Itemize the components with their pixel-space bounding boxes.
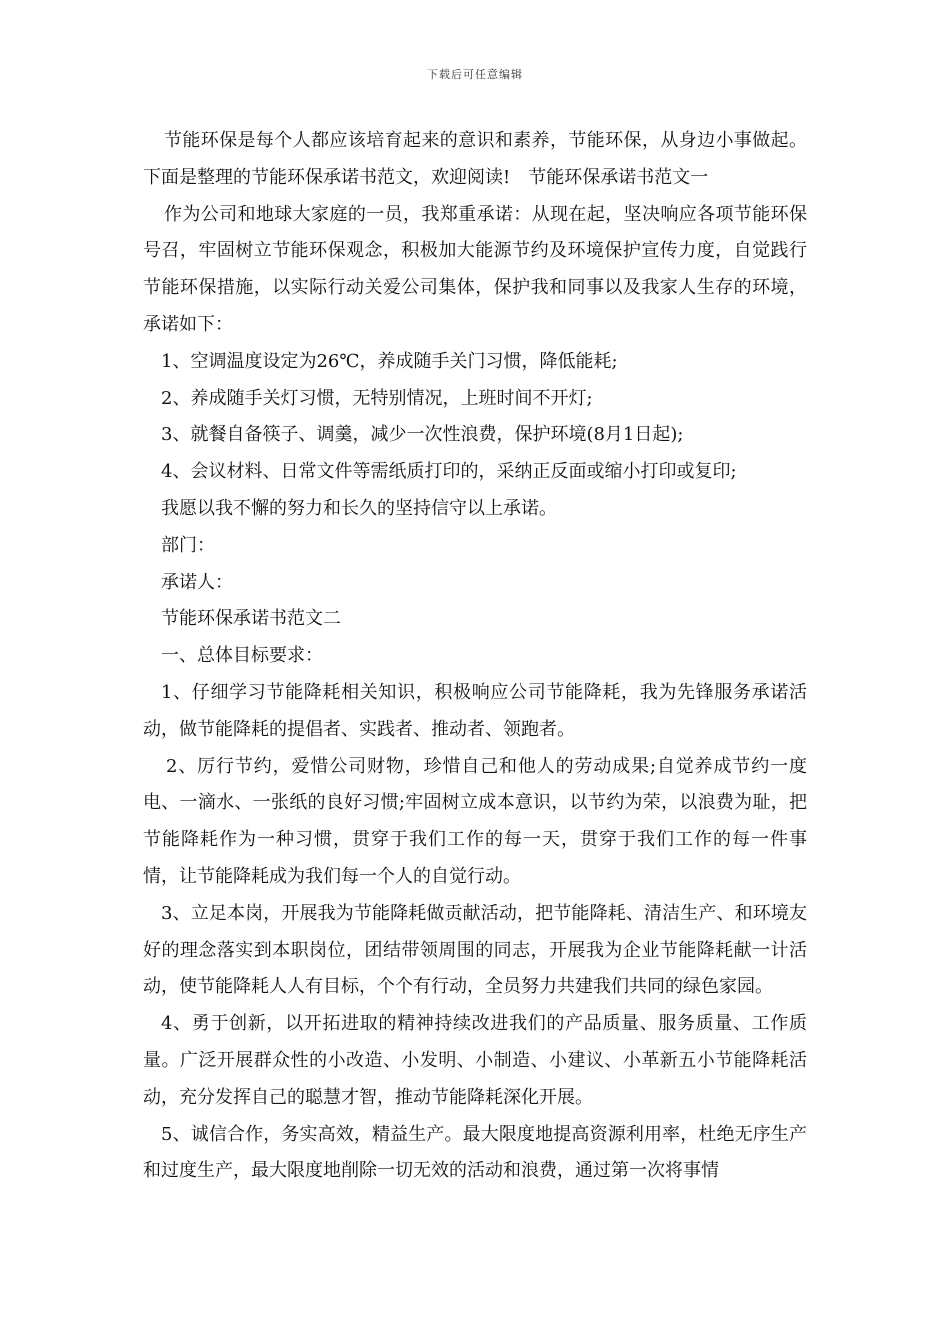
paragraph-department: 部门：	[161, 534, 215, 556]
section-title-2: 节能环保承诺书范文二	[161, 608, 341, 630]
paragraph-goal-2: 2、厉行节约，爱惜公司财物，珍惜自己和他人的劳动成果;自觉养成节约一度电、一滴水、一张纸的良好习惯;牢固树立成本意识，以节约为荣，以浪费为耻，把节能降耗作为一种习惯，贯穿于我们工作的每一天，贯穿于我们工作的每一件事情，让节能降耗成为我们每一个人的自觉行动。	[143, 755, 807, 887]
paragraph-item-4: 4、会议材料、日常文件等需纸质打印的，采纳正反面或缩小打印或复印;	[161, 461, 737, 483]
paragraph-item-2: 2、养成随手关灯习惯，无特别情况，上班时间不开灯;	[161, 387, 593, 409]
paragraph-pledge-intro: 作为公司和地球大家庭的一员，我郑重承诺：从现在起，坚决响应各项节能环保号召，牢固树立节能环保观念，积极加大能源节约及环境保护宣传力度，自觉践行节能环保措施，以实际行动关爱公司集体，保护我和同事以及我家人生存的环境，承诺如下：	[143, 203, 807, 335]
document-body	[143, 123, 807, 1190]
paragraph-item-1: 1、空调温度设定为26℃，养成随手关门习惯，降低能耗;	[161, 350, 618, 372]
paragraph-intro: 节能环保是每个人都应该培育起来的意识和素养，节能环保，从身边小事做起。下面是整理的节能环保承诺书范文，欢迎阅读! 节能环保承诺书范文一	[143, 130, 807, 188]
paragraph-closing: 我愿以我不懈的努力和长久的坚持信守以上承诺。	[161, 497, 557, 519]
paragraph-signatory: 承诺人：	[161, 571, 233, 593]
paragraph-goal-4: 4、勇于创新，以开拓进取的精神持续改进我们的产品质量、服务质量、工作质量。广泛开展群众性的小改造、小发明、小制造、小建议、小革新五小节能降耗活动，充分发挥自己的聪慧才智，推动节能降耗深化开展。	[143, 1013, 807, 1108]
paragraph-goal-1: 1、仔细学习节能降耗相关知识，积极响应公司节能降耗，我为先锋服务承诺活动，做节能降耗的提倡者、实践者、推动者、领跑者。	[143, 681, 807, 740]
paragraph-goals-heading: 一、总体目标要求：	[161, 645, 323, 667]
paragraph-item-3: 3、就餐自备筷子、调羹，减少一次性浪费，保护环境(8月1日起);	[161, 424, 684, 446]
paragraph-goal-5: 5、诚信合作，务实高效，精益生产。最大限度地提高资源利用率，杜绝无序生产和过度生产，最大限度地削除一切无效的活动和浪费，通过第一次将事情	[143, 1123, 807, 1182]
paragraph-goal-3: 3、立足本岗，开展我为节能降耗做贡献活动，把节能降耗、清洁生产、和环境友好的理念落实到本职岗位，团结带领周围的同志，开展我为企业节能降耗献一计活动，使节能降耗人人有目标，个个有行动，全员努力共建我们共同的绿色家园。	[143, 902, 807, 998]
page-header: 下载后可任意编辑	[427, 68, 523, 81]
